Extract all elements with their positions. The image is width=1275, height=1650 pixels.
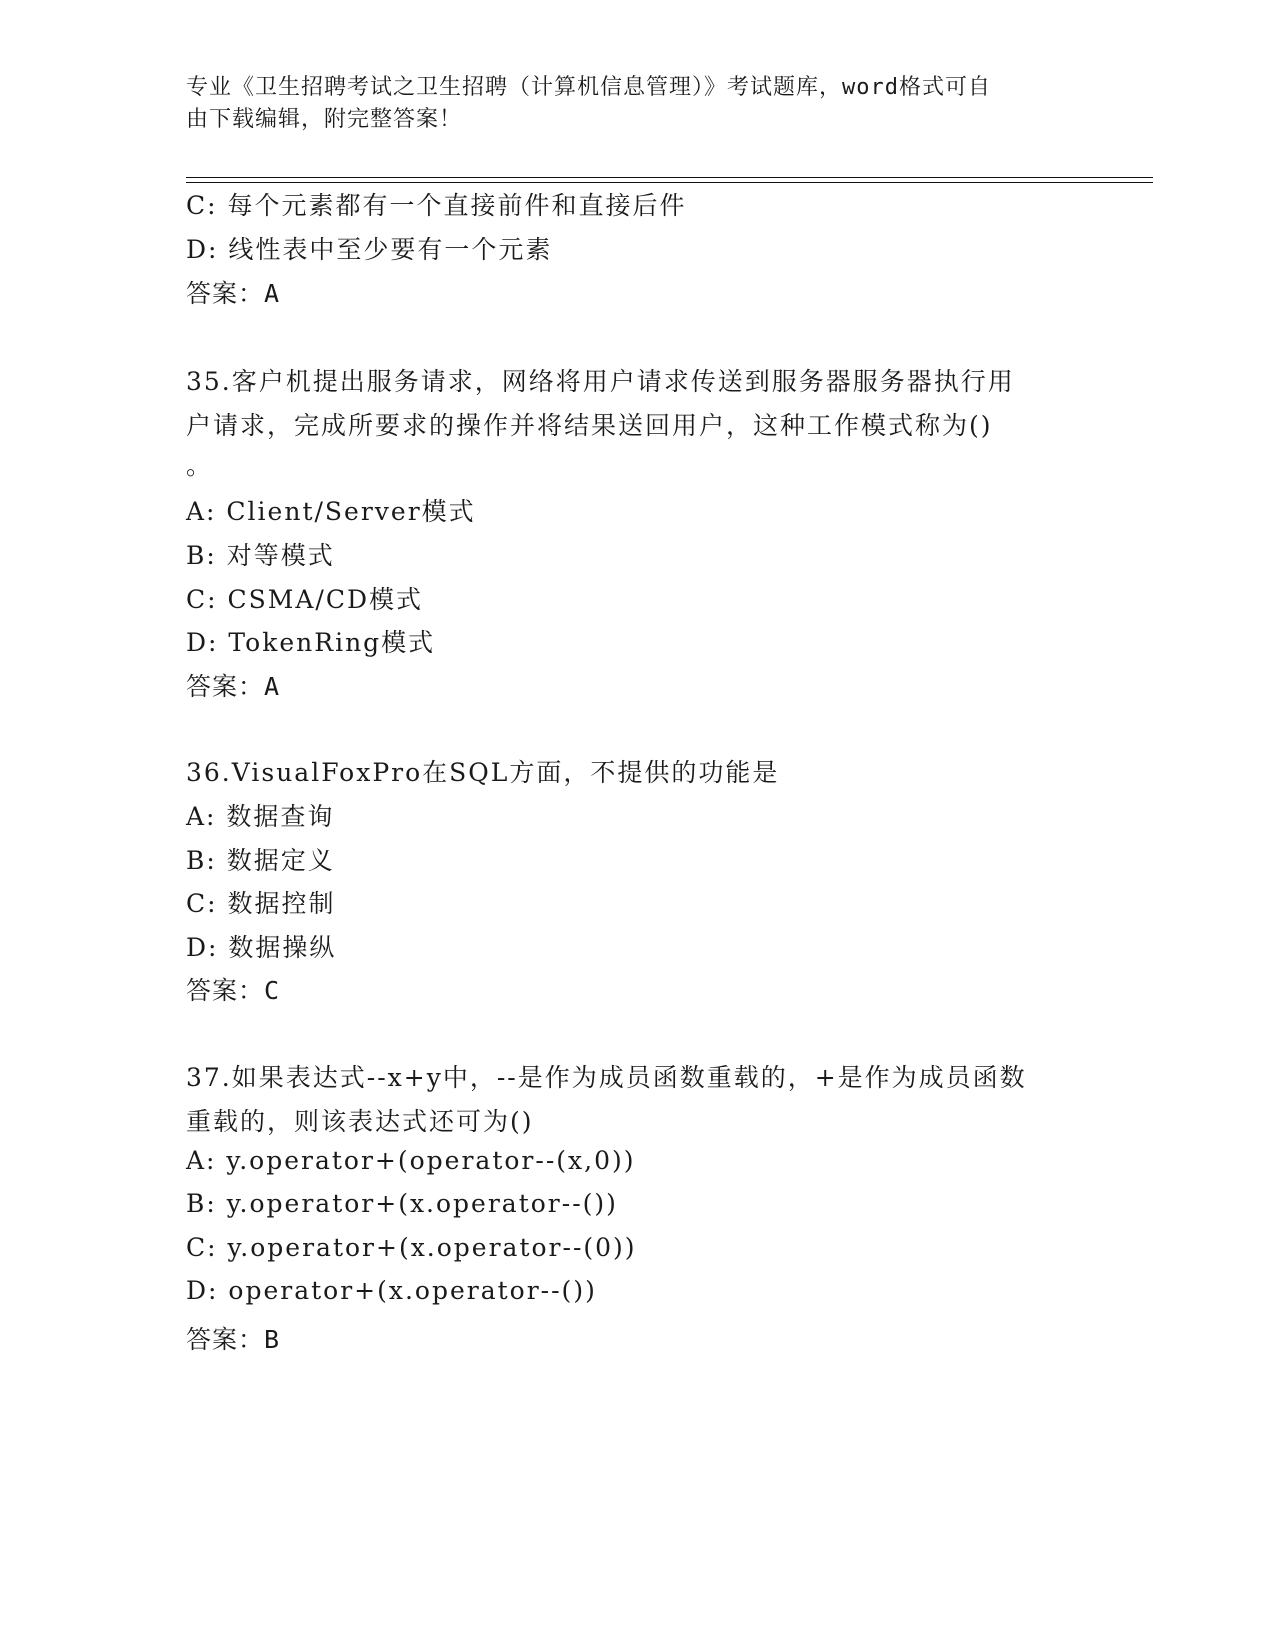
answer-value: C (264, 976, 281, 1005)
question-36-answer (186, 971, 280, 1007)
answer-label: 答案： (186, 1325, 265, 1354)
question-37-text-1: 37.如果表达式--x+y中，--是作为成员函数重载的，+是作为成员函数 (186, 1063, 1027, 1092)
question-36-option-a: A: 数据查询 (186, 802, 335, 831)
question-35-text-2: 户请求，完成所要求的操作并将结果送回用户，这种工作模式称为() (186, 411, 993, 440)
answer-label: 答案： (186, 672, 265, 701)
question-36-text: 36.VisualFoxPro在SQL方面，不提供的功能是 (186, 758, 780, 787)
header-divider-top (186, 177, 1153, 178)
question-37-option-d: D: operator+(x.operator--()) (186, 1276, 597, 1305)
question-36-option-d: D: 数据操纵 (186, 933, 337, 962)
header-line-2: 由下载编辑，附完整答案！ (186, 107, 463, 132)
document-header (186, 72, 1086, 136)
answer-value: A (264, 279, 281, 308)
answer-label: 答案： (186, 976, 265, 1005)
question-37-answer (186, 1320, 280, 1356)
question-35-text-3: 。 (186, 451, 214, 480)
question-35-option-b: B: 对等模式 (186, 541, 335, 570)
answer-value: A (264, 672, 281, 701)
question-36-option-b: B: 数据定义 (186, 846, 335, 875)
question-35-option-a: A: Client/Server模式 (186, 497, 476, 526)
answer-line (186, 274, 280, 310)
option-d: D: 线性表中至少要有一个元素 (186, 235, 553, 264)
header-divider-bottom (186, 182, 1153, 183)
question-35-option-d: D: TokenRing模式 (186, 628, 436, 657)
header-line-1: 专业《卫生招聘考试之卫生招聘（计算机信息管理）》考试题库，word格式可自 (186, 75, 991, 100)
question-37-text-2: 重载的，则该表达式还可为() (186, 1107, 534, 1136)
question-37-option-b: B: y.operator+(x.operator--()) (186, 1189, 618, 1218)
question-35-option-c: C: CSMA/CD模式 (186, 585, 424, 614)
question-36-option-c: C: 数据控制 (186, 889, 336, 918)
option-c: C: 每个元素都有一个直接前件和直接后件 (186, 191, 687, 220)
question-35-text-1: 35.客户机提出服务请求，网络将用户请求传送到服务器服务器执行用 (186, 367, 1015, 396)
question-37-option-a: A: y.operator+(operator--(x,0)) (186, 1146, 636, 1175)
question-37-option-c: C: y.operator+(x.operator--(0)) (186, 1233, 637, 1262)
question-35-answer (186, 667, 280, 703)
answer-label: 答案： (186, 279, 265, 308)
answer-value: B (264, 1325, 281, 1354)
